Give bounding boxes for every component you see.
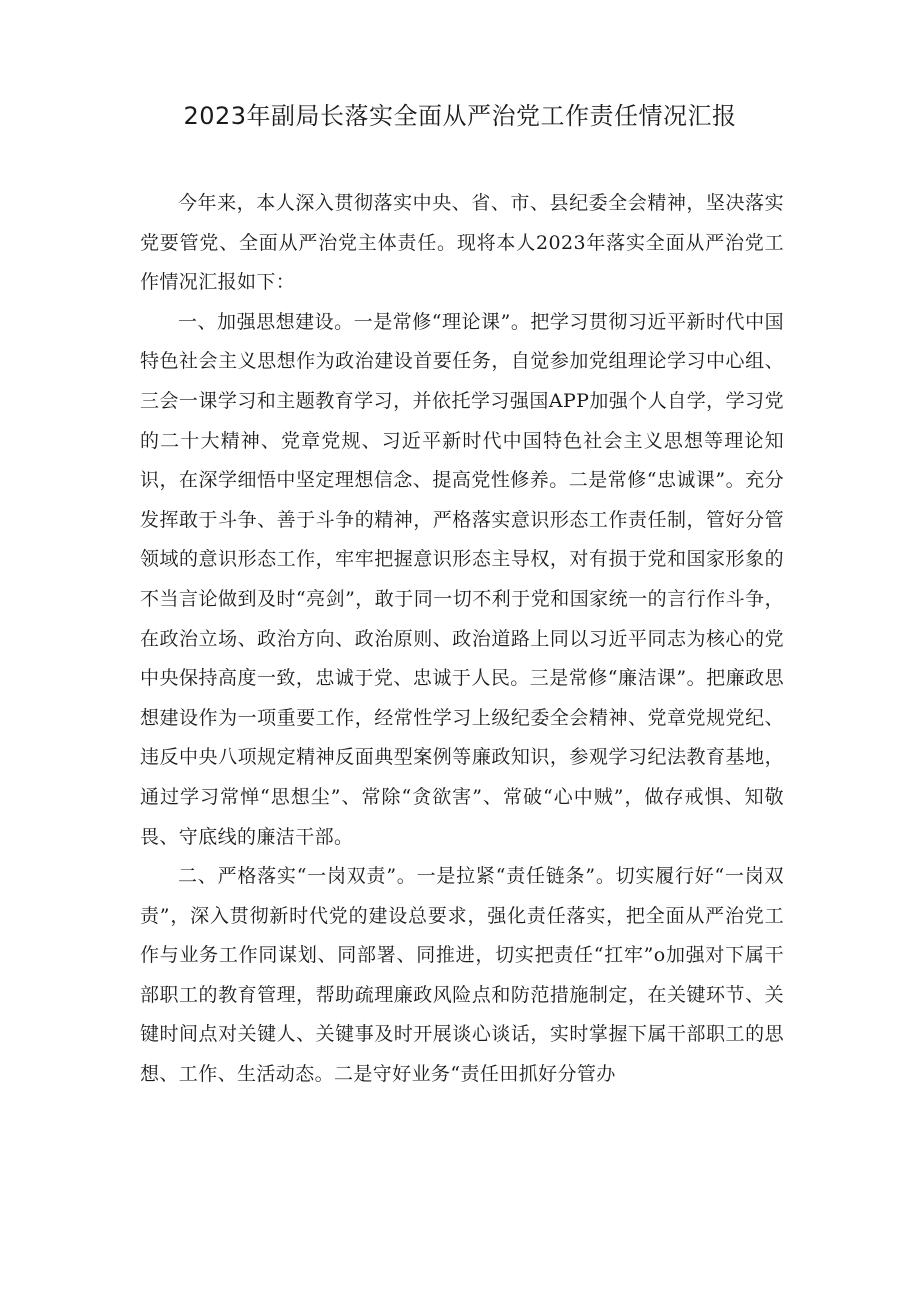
document-body: [140, 184, 784, 1095]
paragraph-section-1: 一、加强思想建设。一是常修“理论课”。把学习贯彻习近平新时代中国特色社会主义思想作为政治建设首要任务，自觉参加党组理论学习中心组、三会一课学习和主题教育学习，并依托学习强国APP加强个人自学，学习党的二十大精神、党章党规、习近平新时代中国特色社会主义思想等理论知识，在深学细悟中坚定理想信念、提高党性修养。二是常修“忠诚课”。充分发挥敢于斗争、善于斗争的精神，严格落实意识形态工作责任制，管好分管领域的意识形态工作，牢牢把握意识形态主导权，对有损于党和国家形象的不当言论做到及时“亮剑”，敢于同一切不利于党和国家统一的言行作斗争，在政治立场、政治方向、政治原则、政治道路上同以习近平同志为核心的党中央保持高度一致，忠诚于党、忠诚于人民。三是常修“廉洁课”。把廉政思想建设作为一项重要工作，经常性学习上级纪委全会精神、党章党规党纪、违反中央八项规定精神反面典型案例等廉政知识，参观学习纪法教育基地，通过学习常惮“思想尘”、常除“贪欲害”、常破“心中贼”，做存戒惧、知敬畏、守底线的廉洁干部。: [140, 310, 784, 848]
paragraph-intro: 今年来，本人深入贯彻落实中央、省、市、县纪委全会精神，坚决落实党要管党、全面从严治党主体责任。现将本人2023年落实全面从严治党工作情况汇报如下：: [140, 192, 784, 294]
document-title: 2023年副局长落实全面从严治党工作责任情况汇报: [183, 102, 737, 130]
paragraph-section-2: 二、严格落实“一岗双责”。一是拉紧“责任链条”。切实履行好“一岗双责”，深入贯彻新时代党的建设总要求，强化责任落实，把全面从严治党工作与业务工作同谋划、同部署、同推进，切实把责任“扛牢”o加强对下属干部职工的教育管理，帮助疏理廉政风险点和防范措施制定，在关键环节、关键时间点对关键人、关键事及时开展谈心谈话，实时掌握下属干部职工的思想、工作、生活动态。二是守好业务“责任田抓好分管办: [140, 865, 784, 1086]
